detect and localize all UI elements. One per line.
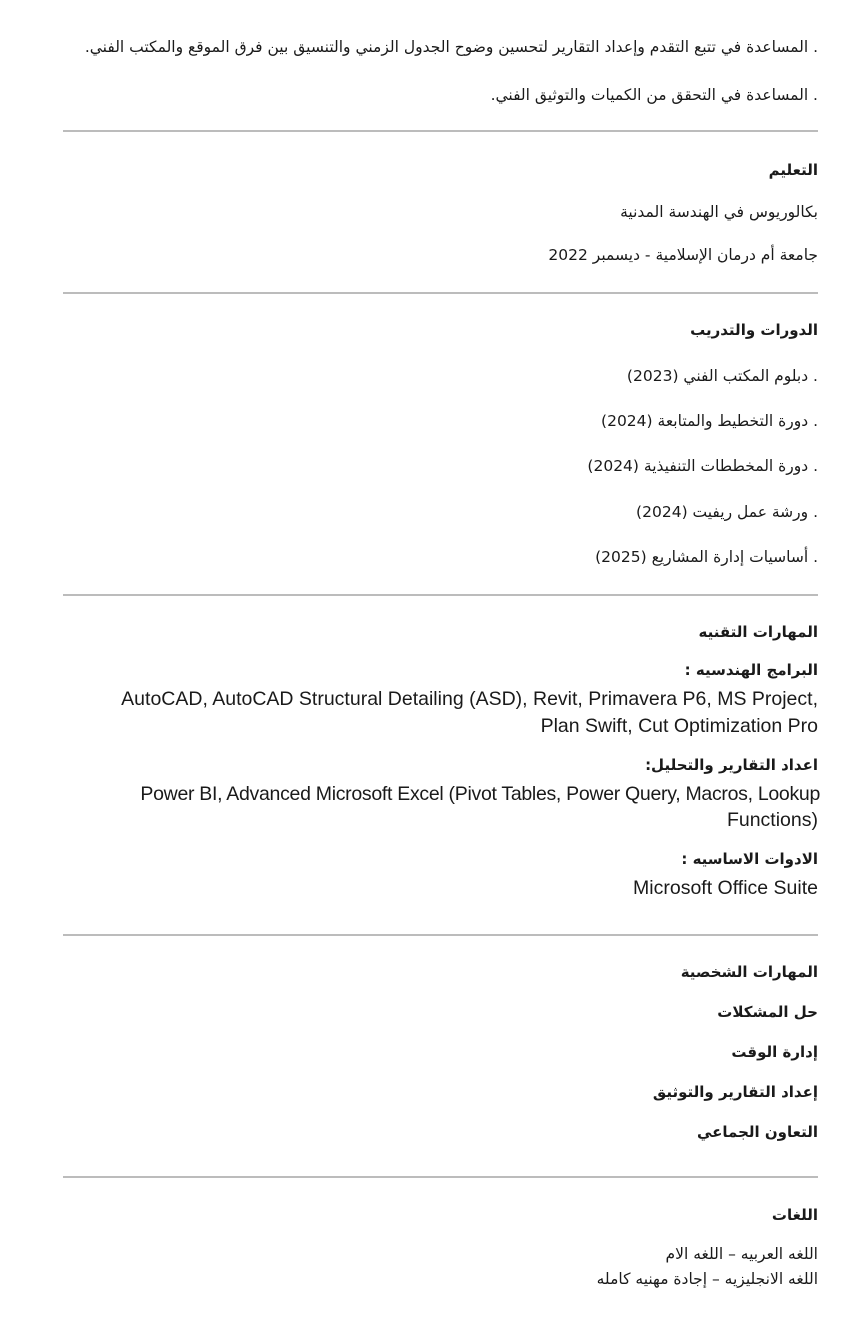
soft-skill-item: حل المشكلات (717, 1003, 818, 1021)
language-item: اللغه العربيه – اللغه الام (665, 1245, 818, 1263)
course-item: . ورشة عمل ريفيت (2024) (636, 503, 818, 521)
course-item: . دورة المخططات التنفيذية (2024) (587, 457, 818, 475)
reporting-tools-list: Functions) (726, 809, 818, 831)
education-heading: التعليم (768, 161, 818, 179)
language-item: اللغه الانجليزيه – إجادة مهنيه كامله (596, 1270, 818, 1288)
soft-skill-item: إدارة الوقت (731, 1043, 818, 1061)
engineering-software-list: Plan Swift, Cut Optimization Pro (540, 715, 818, 737)
course-item: . دبلوم المكتب الفني (2023) (626, 367, 818, 385)
courses-heading: الدورات والتدريب (690, 321, 818, 339)
section-divider (63, 1176, 818, 1178)
technical-skills-heading: المهارات التقنيه (698, 623, 818, 641)
reporting-tools-list: Power BI, Advanced Microsoft Excel (Pivot Tables, Power Query, Macros, Lookup (140, 783, 820, 805)
soft-skill-item: إعداد التقارير والتوثيق (652, 1083, 818, 1101)
experience-bullet: . المساعدة في التحقق من الكميات والتوثيق الفني. (490, 86, 818, 104)
section-divider (63, 934, 818, 936)
languages-heading: اللغات (771, 1206, 818, 1224)
education-degree: بكالوريوس في الهندسة المدنية (620, 203, 818, 221)
engineering-software-list: AutoCAD, AutoCAD Structural Detailing (ASD), Revit, Primavera P6, MS Project, (121, 688, 818, 710)
soft-skills-heading: المهارات الشخصية (680, 963, 818, 981)
section-divider (63, 130, 818, 132)
course-item: . دورة التخطيط والمتابعة (2024) (601, 412, 818, 430)
reporting-tools-label: اعداد التقارير والتحليل: (645, 756, 818, 774)
course-item: . أساسيات إدارة المشاريع (2025) (595, 548, 818, 566)
basic-tools-label: الادوات الاساسيه : (681, 850, 818, 868)
soft-skill-item: التعاون الجماعي (696, 1123, 818, 1141)
engineering-software-label: البرامج الهندسيه : (684, 661, 818, 679)
education-institution: جامعة أم درمان الإسلامية - ديسمبر 2022 (548, 246, 818, 264)
section-divider (63, 594, 818, 596)
experience-bullet: . المساعدة في تتبع التقدم وإعداد التقارير لتحسين وضوح الجدول الزمني والتنسيق بين فرق الموقع والمكتب الفني. (84, 38, 818, 56)
section-divider (63, 292, 818, 294)
basic-tools-value: Microsoft Office Suite (633, 877, 818, 899)
